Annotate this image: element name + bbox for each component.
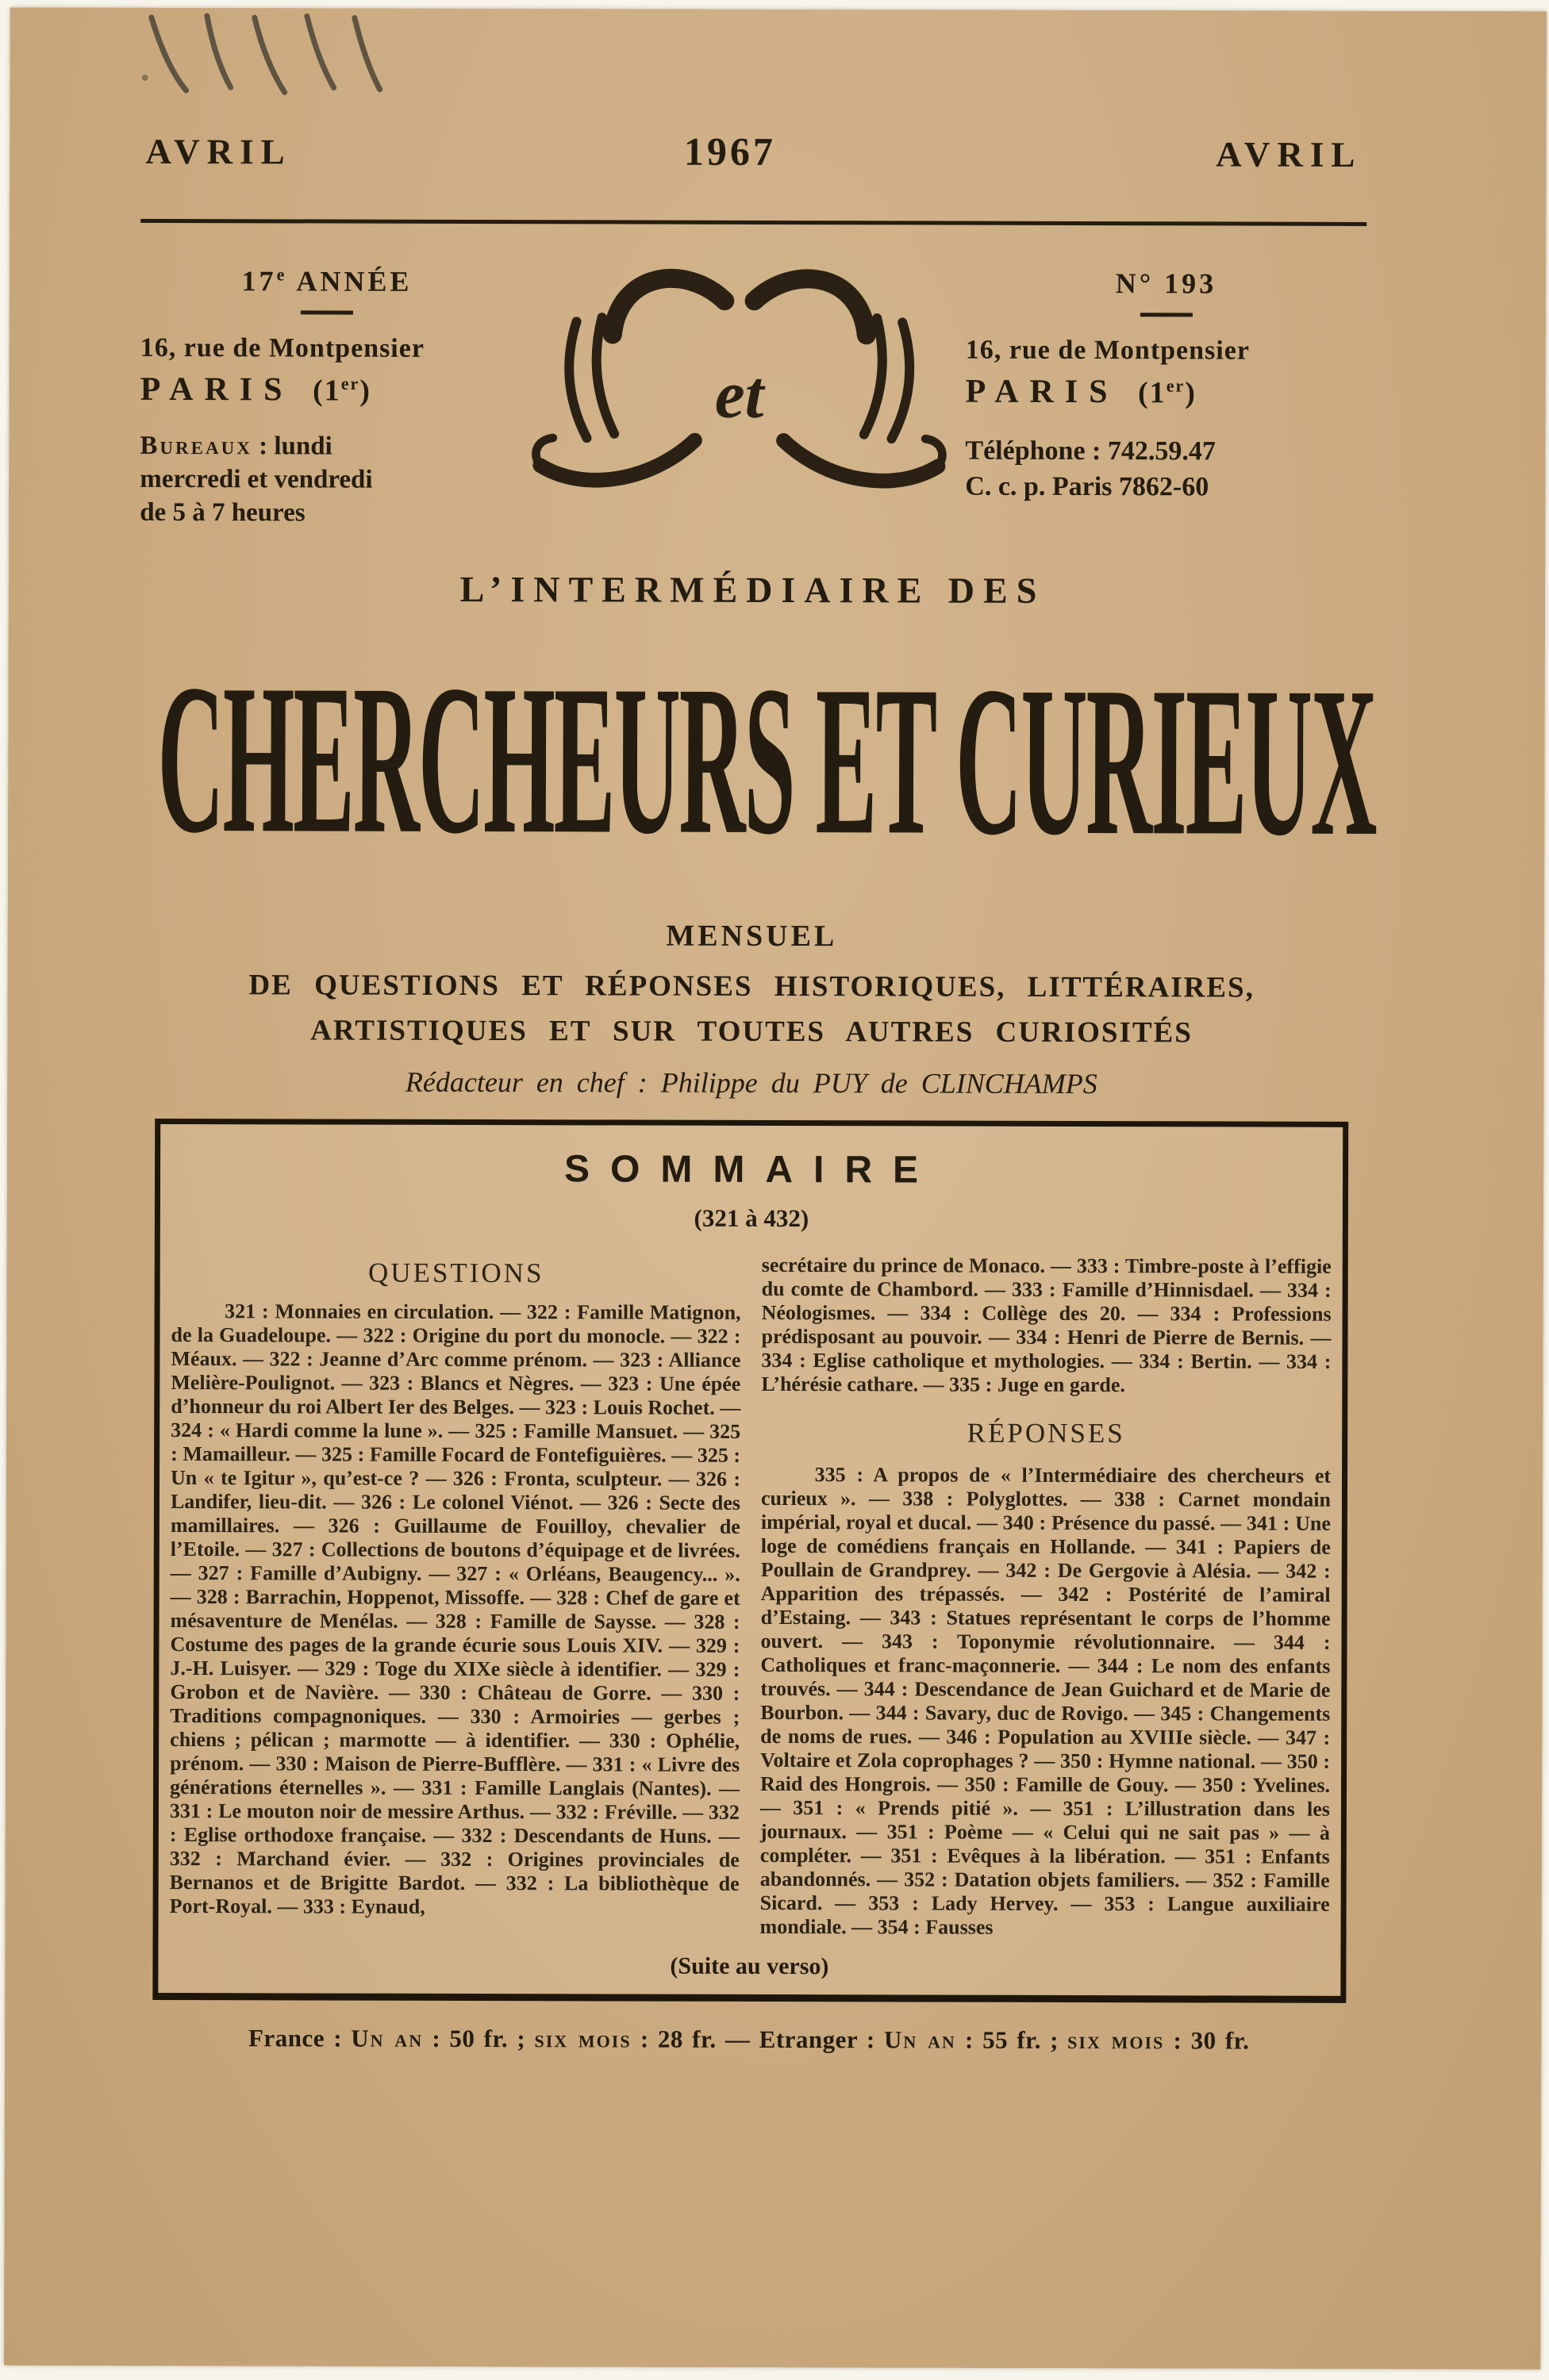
year: 1967 xyxy=(683,129,776,174)
suite-note: (Suite au verso) xyxy=(670,1952,829,1980)
page-content xyxy=(136,8,1377,2056)
volume-dash xyxy=(301,310,353,314)
etranger-six-months-price: : 30 fr. xyxy=(1164,2026,1250,2055)
etranger-six-months: six mois xyxy=(1067,2025,1165,2055)
month-left: AVRIL xyxy=(145,131,292,172)
sommaire-box xyxy=(152,1119,1348,2003)
logo-et-text: et xyxy=(714,357,764,432)
etranger-one-year-price: : 55 fr. ; xyxy=(955,2025,1068,2054)
sommaire-page-range: (321 à 432) xyxy=(694,1203,809,1233)
etranger-one-year: Un an xyxy=(883,2025,956,2054)
subscription-line xyxy=(136,2024,1362,2056)
publisher-address-left: 16, rue de Montpensier xyxy=(140,332,425,363)
postal-account: C. c. p. Paris 7862-60 xyxy=(965,472,1209,502)
publisher-city-right: PARIS (1er) xyxy=(965,373,1197,410)
france-six-months: six mois xyxy=(534,2025,632,2053)
logo-monogram xyxy=(517,255,962,534)
office-hours: Bureaux : lundi mercredi et vendredi de 5 à 7 heures xyxy=(140,431,373,528)
responses-text: 335 : A propos de « l’Intermédiaire des chercheurs et curieux ». — 338 : Polyglottes. — 338 : Carnet mondain impérial, royal et ducal. — 340 : Présence du passé. — 341 : Une loge de comédiens français en Hollande. — 341 : Papiers de Poullain de Grandprey. — 342 : De Gergovie à Alésia. — 342 : Apparition des trépassés. — 342 : Postérité de l’amiral d’Estaing. — 343 : Statues représentant le corps de l’homme ouvert. — 343 : Toponymie révolutionnaire. — 344 : Catholiques et franc-maçonnerie. — 344 : Le nom des enfants trouvés. — 344 : Descendance de Jean Guichard et de Marie de Bourbon. — 344 : Savary, duc de Rovigo. — 345 : Changements de noms de rues. — 346 : Population au XVIIIe siècle. — 347 : Voltaire et Zola coprophages ? — 350 : Hymne national. — 350 : Raid des Hongrois. — 350 : Famille de Gouy. — 350 : Yvelines. — 351 : « Prends pitié ». — 351 : L’illustration dans les journaux. — 351 : Poème — « Celui qui ne sait pas » — à compléter. — 351 : Evêques à la libération. — 351 : Enfants abandonnés. — 352 : Datation objets familiers. — 352 : Famille Sicard. — 353 : Lady Hervey. — 353 : Langue auxiliaire mondiale. — 354 : Fausses xyxy=(759,1463,1332,1939)
header-rule xyxy=(140,219,1366,226)
france-one-year: Un an xyxy=(351,2024,424,2052)
frequency-label: MENSUEL xyxy=(666,919,838,954)
journal-title: CHERCHEURS ET CURIEUX xyxy=(157,639,1377,881)
office-hours-line2: mercredi et vendredi xyxy=(140,464,373,494)
sommaire-title: SOMMAIRE xyxy=(563,1148,940,1192)
etranger-label: Etranger : xyxy=(759,2025,885,2054)
france-one-year-price: : 50 fr. ; xyxy=(423,2024,535,2053)
phone-number: Téléphone : 742.59.47 xyxy=(965,436,1216,466)
masthead-right-block xyxy=(965,267,1366,536)
questions-continuation-text: secrétaire du prince de Monaco. — 333 : Timbre-poste à l’effigie du comte de Chambord. — 333 : Famille d’Hinnisdael. — 334 : Néologismes. — 334 : Collège des 20. — 334 : Professions prédisposant au pouvoir. — 334 : Henri de Pierre de Bernis. — 334 : Eglise catholique et mythologies. — 334 : Bertin. — 334 : L’hérésie cathare. — 335 : Juge en garde. xyxy=(761,1253,1332,1397)
issue-dash xyxy=(1140,313,1192,317)
scanned-cover-page xyxy=(4,7,1547,2369)
subtitle-line-2: ARTISTIQUES ET SUR TOUTES AUTRES CURIOSITÉS xyxy=(310,1014,1193,1050)
issue-number: N° 193 xyxy=(1115,267,1217,300)
office-hours-line3: de 5 à 7 heures xyxy=(140,497,306,528)
publisher-city-left: PARIS (1er) xyxy=(140,370,371,408)
editor-line: Rédacteur en chef : Philippe du PUY de CLINCHAMPS xyxy=(405,1065,1097,1100)
date-header xyxy=(140,127,1366,176)
subtitle-line-1: DE QUESTIONS ET RÉPONSES HISTORIQUES, LITTÉRAIRES, xyxy=(248,969,1255,1004)
responses-heading: RÉPONSES xyxy=(967,1417,1125,1449)
sommaire-column-left xyxy=(170,1252,741,1939)
publisher-address-right: 16, rue de Montpensier xyxy=(965,335,1251,366)
france-six-months-price: : 28 fr. — xyxy=(631,2025,759,2053)
volume-year: 17e ANNÉE xyxy=(241,264,413,298)
title-kicker: L’INTERMÉDIAIRE DES xyxy=(459,568,1046,611)
questions-heading: QUESTIONS xyxy=(367,1257,544,1289)
questions-text: 321 : Monnaies en circulation. — 322 : Famille Matignon, de la Guadeloupe. — 322 : Origine du port du monocle. — 322 : Méaux. — 322 : Jeanne d’Arc comme prénom. — 323 : Alliance Melière-Poulignot. — 323 : Blancs et Nègres. — 323 : Une épée d’honneur du roi Albert Ier des Belges. — 323 : Louis Rochet. — 324 : « Hardi comme la lune ». — 325 : Famille Mansuet. — 325 : Mamailleur. — 325 : Famille Focard de Fontefiguières. — 325 : Un « te Igitur », qu’est-ce ? — 326 : Fronta, sculpteur. — 326 : Landifer, lieu-dit. — 326 : Le colonel Viénot. — 326 : Secte des mamillaires. — 326 : Guillaume de Fouilloy, chevalier de l’Etoile. — 327 : Collections de boutons d’équipage et de livrées. — 327 : Famille d’Aubigny. — 327 : « Orléans, Beaugency... ». — 328 : Barrachin, Hoppenot, Missoffe. — 328 : Chef de gare et mésaventure de Menélas. — 328 : Famille de Saysse. — 328 : Costume des pages de la grande écurie sous Louis XIV. — 329 : J.-H. Luisyer. — 329 : Toge du XIXe siècle à identifier. — 329 : Grobon et de Navière. — 330 : Château de Gorre. — 330 : Traditions compagnoniques. — 330 : Armoiries — gerbes ; chiens ; pélican ; marmotte — à identifier. — 330 : Ophélie, prénom. — 330 : Maison de Pierre-Bufflère. — 331 : « Livre des générations éternelles ». — 331 : Famille Langlais (Nantes). — 331 : Le mouton noir de messire Arthus. — 332 : Fréville. — 332 : Eglise orthodoxe française. — 332 : Descendants de Huns. — 332 : Marchand évier. — 332 : Origines provinciales de Bernanos et de Brigitte Bardot. — 332 : La bibliothèque de Port-Royal. — 333 : Eynaud, xyxy=(169,1299,741,1918)
masthead-left-block xyxy=(140,264,513,533)
month-right: AVRIL xyxy=(1216,134,1363,175)
masthead xyxy=(140,264,1366,536)
sommaire-column-right xyxy=(760,1253,1332,1940)
sommaire-columns xyxy=(170,1252,1332,1940)
masthead-logo-block xyxy=(513,255,966,534)
france-label: France : xyxy=(248,2024,352,2052)
